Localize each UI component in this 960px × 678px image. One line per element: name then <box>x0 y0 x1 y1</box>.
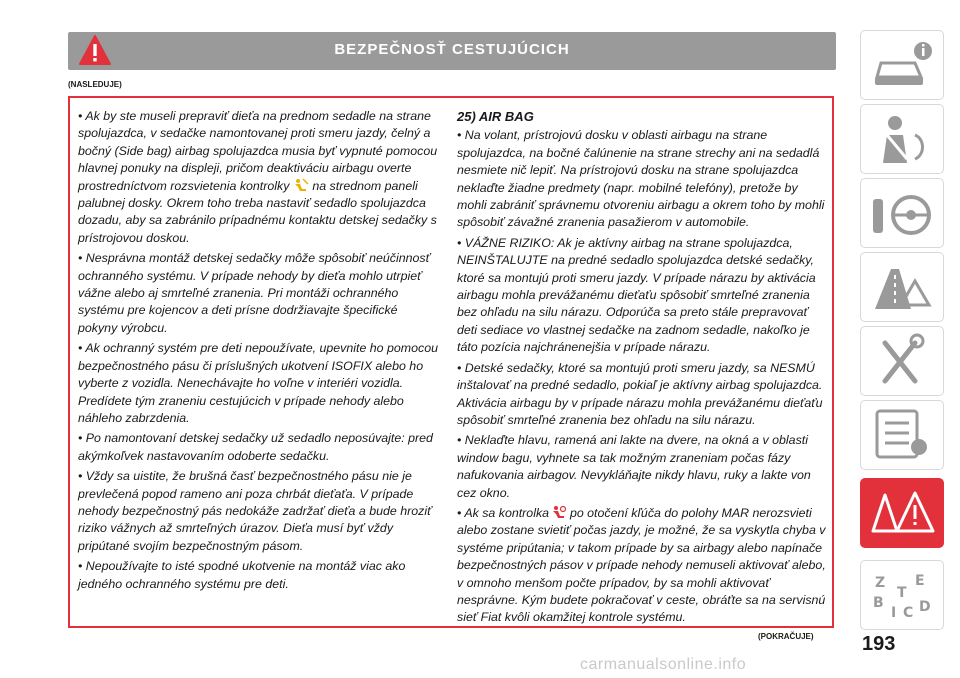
tab-dashboard[interactable] <box>860 178 944 248</box>
watermark: carmanualsonline.info <box>580 656 747 673</box>
page-number: 193 <box>862 633 896 655</box>
tab-index[interactable] <box>860 560 944 630</box>
tab-safety[interactable] <box>860 478 944 548</box>
warning-triangle-icon <box>78 33 112 67</box>
steering-wheel-icon <box>871 185 935 241</box>
paragraph-text: po otočení kľúča do polohy MAR nerozsvieti alebo zostane svietiť počas jazdy, je možné, že sa vyskytla chyba v systéme pripútania; v takom prípade by sa airbagy alebo napínače bezpečnostných pásov v prípade nehody nemuseli aktivovať alebo, v omnoho menšom počte prípadov, by sa mohli aktivovať nesprávne. Kým budete pokračovať v ceste, obráťte sa na servisnú sieť Fiat kvôli okamžitej kontrole systému. <box>457 505 826 625</box>
svg-text:I: I <box>891 605 897 621</box>
right-column <box>457 108 827 630</box>
paragraph <box>457 505 827 627</box>
paragraph: • Vždy sa uistite, že brušná časť bezpečnostného pásu nie je prevlečená popod rameno ani poza chrbát dieťaťa. V prípade nehody bezpečnostný pás nedokáže zadržať dieťa a bude hroziť riziko vážnych až smrteľných úrazov. Dieťa musí byť vždy pripútané svojím bezpečnostným pásom. <box>78 469 432 553</box>
passenger-airbag-off-icon <box>293 178 309 192</box>
paragraph: • Po namontovaní detskej sedačky už sedadlo neposúvajte: pred akýmkoľvek nastavovaním odoberte sedačku. <box>78 431 433 463</box>
svg-text:E: E <box>915 573 925 589</box>
paragraph <box>78 108 440 247</box>
tab-maintenance[interactable] <box>860 326 944 396</box>
paragraph-text: na strednom paneli palubnej dosky. Okrem toho treba nastaviť sedadlo spolujazdca dozadu, aby sa zabránilo prípadnému kontaktu detskej sedačky s prístrojovou doskou. <box>78 178 437 245</box>
tab-seatbelt[interactable] <box>860 104 944 174</box>
paragraph: • Ak ochranný systém pre deti nepoužívate, upevnite ho pomocou bezpečnostného pásu či príslušných ukotvení ISOFIX alebo ho vyberte z vozidla. Nenechávajte ho voľne v interiéri vozidla. Predídete tým zraneniu cestujúcich v prípade nehody alebo náhleho zabrzdenia. <box>78 341 438 425</box>
airbag-fault-icon <box>552 505 566 519</box>
paragraph-text: • Ak sa kontrolka <box>457 505 550 520</box>
tab-specifications[interactable] <box>860 400 944 470</box>
car-info-icon <box>871 37 935 93</box>
paragraph: • Neklaďte hlavu, ramená ani lakte na dvere, na okná a v oblasti window bagu, vyhnete sa tak možným zraneniam počas fázy nafukovania airbagov. Nevykláňajte nikdy hlavu, ruky a lakte von cez okno. <box>457 433 811 500</box>
tab-car-info[interactable] <box>860 30 944 100</box>
checklist-icon <box>871 407 935 463</box>
left-column <box>78 108 440 596</box>
section-banner <box>68 32 836 70</box>
svg-text:C: C <box>903 605 914 621</box>
index-letters-icon <box>871 567 935 623</box>
continues-label: (POKRAČUJE) <box>758 632 814 641</box>
svg-text:D: D <box>919 599 931 615</box>
paragraph: • Nesprávna montáž detskej sedačky môže spôsobiť neúčinnosť ochranného systému. V prípade nehody by dieťa mohlo utrpieť vážne alebo aj smrteľné zranenia. Pri montáži ochranného systému pre kojencov a deti prísne dodržiavajte špecifické pokyny výrobcu. <box>78 251 430 335</box>
paragraph-text: • Ak by ste museli prepraviť dieťa na prednom sedadle na strane spolujazdca, v sedačke namontovanej proti smeru jazdy, čelný a bočný (Side bag) airbag spolujazdca musia byť vypnuté pomocou hlavnej ponuky na displeji, pričom deaktiváciu airbagu overte prostredníctvom rozsvietenia kontrolky <box>78 109 438 193</box>
airbag-section-title: 25) AIR BAG <box>457 109 534 124</box>
road-warning-icon <box>871 259 935 315</box>
paragraph: • Na volant, prístrojovú dosku v oblasti airbagu na strane spolujazdca, na bočné čalúnenie na strane strechy ani na sedadlá nesmiete nič lepiť. Na prístrojovú dosku na strane spolujazdca neklaďte žiadne predmety (napr. mobilné telefóny), pretože by mohli zabrániť správnemu otvoreniu airbagu a okrem toho by mohli spôsobiť závažné zranenia pasažierom v automobile. <box>457 128 825 230</box>
tab-driving[interactable] <box>860 252 944 322</box>
svg-text:T: T <box>897 585 907 601</box>
svg-text:B: B <box>873 595 884 611</box>
paragraph: • Detské sedačky, ktoré sa montujú proti smeru jazdy, sa NESMÚ inštalovať na predné sedadlo, pokiaľ je aktívny airbag spolujazdca. Aktivácia airbagu by v prípade nárazu mohla prevážanému dieťaťu spôsobiť smrteľné zranenia bez ohľadu na silu nárazu. <box>457 360 823 427</box>
tools-icon <box>871 333 935 389</box>
warning-box <box>68 96 834 628</box>
section-title: BEZPEČNOSŤ CESTUJÚCICH <box>334 41 570 58</box>
paragraph: • Nepoužívajte to isté spodné ukotvenie na montáž viac ako jedného ochranného systému pre deti. <box>78 559 406 591</box>
seatbelt-icon <box>871 111 935 167</box>
svg-text:Z: Z <box>875 575 886 591</box>
warning-triangle-icon <box>871 485 935 541</box>
paragraph: • VÁŽNE RIZIKO: Ak je aktívny airbag na strane spolujazdca, NEINŠTALUJTE na predné sedadlo spolujazdca detské sedačky, ktoré sa montujú proti smeru jazdy. V prípade nárazu by aktivácia airbagu mohla prevážanému dieťaťu spôsobiť smrteľné zranenia bez ohľadu na silu nárazu. Odporúča sa preto stále prepravovať deti sediace vo vlastnej sedačke na zadnom sedadle, nakoľko je táto pozícia najchránenejšia v prípade nárazu. <box>457 235 816 355</box>
continued-label: (NASLEDUJE) <box>68 80 122 89</box>
